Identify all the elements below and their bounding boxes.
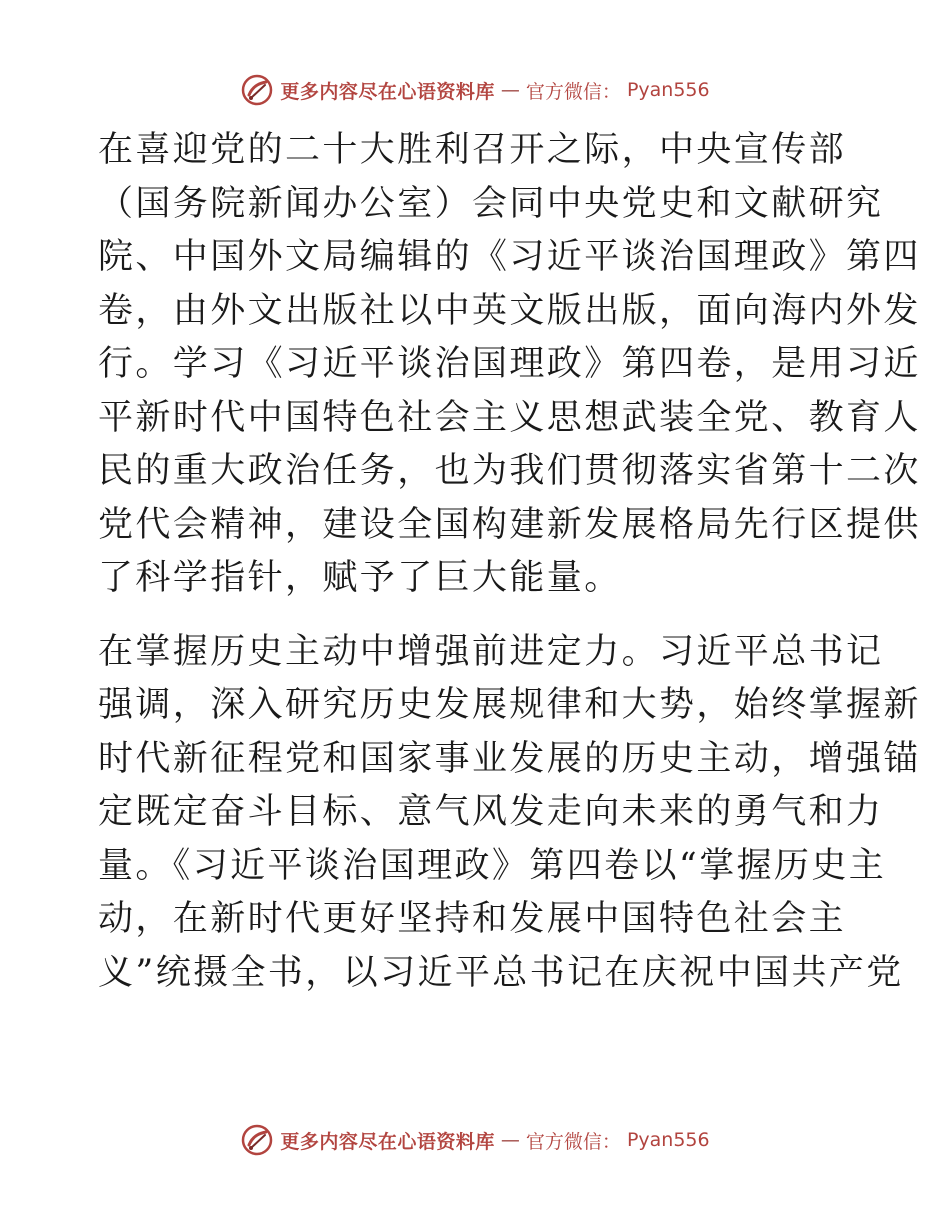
paragraph-2: [98, 626, 921, 1001]
banner-dash: —: [500, 79, 520, 101]
scroll-pen-logo-icon: [240, 1123, 274, 1157]
text-line: 时代新征程党和国家事业发展的历史主动，增强锚: [98, 738, 921, 779]
text-line: 行。学习《习近平谈治国理政》第四卷，是用习近: [98, 344, 921, 384]
text-line: 强调，深入研究历史发展规律和大势，始终掌握新: [98, 685, 921, 725]
text-line: 量。《习近平谈治国理政》第四卷以“掌握历史主: [98, 845, 887, 886]
text-line: 了科学指针，赋予了巨大能量。: [98, 558, 622, 598]
text-line: 定既定奋斗目标、意气风发走向未来的勇气和力: [98, 792, 884, 832]
text-line: 在喜迎党的二十大胜利召开之际，中央宣传部: [98, 130, 847, 170]
text-line: 在掌握历史主动中增强前进定力。习近平总书记: [98, 631, 884, 672]
text-line: 动，在新时代更好坚持和发展中国特色社会主: [98, 899, 847, 939]
header-watermark-banner: [0, 70, 950, 110]
scroll-pen-logo-icon: [240, 73, 274, 107]
text-line: 卷，由外文出版社以中英文版出版，面向海内外发: [98, 290, 921, 331]
footer-watermark-banner: [0, 1120, 950, 1160]
paragraph-1: [98, 124, 921, 606]
wechat-label: 官方微信：: [525, 80, 621, 103]
brand-name: 更多内容尽在心语资料库: [280, 80, 495, 103]
text-line: 平新时代中国特色社会主义思想武装全党、教育人: [98, 397, 921, 438]
wechat-id: Pyan556: [626, 79, 710, 101]
brand-name: 更多内容尽在心语资料库: [280, 1130, 495, 1153]
text-line: （国务院新闻办公室）会同中央党史和文献研究: [98, 183, 884, 224]
text-line: 院、中国外文局编辑的《习近平谈治国理政》第四: [98, 237, 921, 277]
text-line: 党代会精神，建设全国构建新发展格局先行区提供: [98, 504, 921, 545]
text-line: 民的重大政治任务，也为我们贯彻落实省第十二次: [98, 451, 921, 491]
banner-dash: —: [500, 1129, 520, 1151]
text-line: 义”统摄全书，以习近平总书记在庆祝中国共产党: [98, 952, 904, 993]
document-body: [98, 124, 921, 1020]
wechat-id: Pyan556: [626, 1129, 710, 1151]
wechat-label: 官方微信：: [525, 1130, 621, 1153]
